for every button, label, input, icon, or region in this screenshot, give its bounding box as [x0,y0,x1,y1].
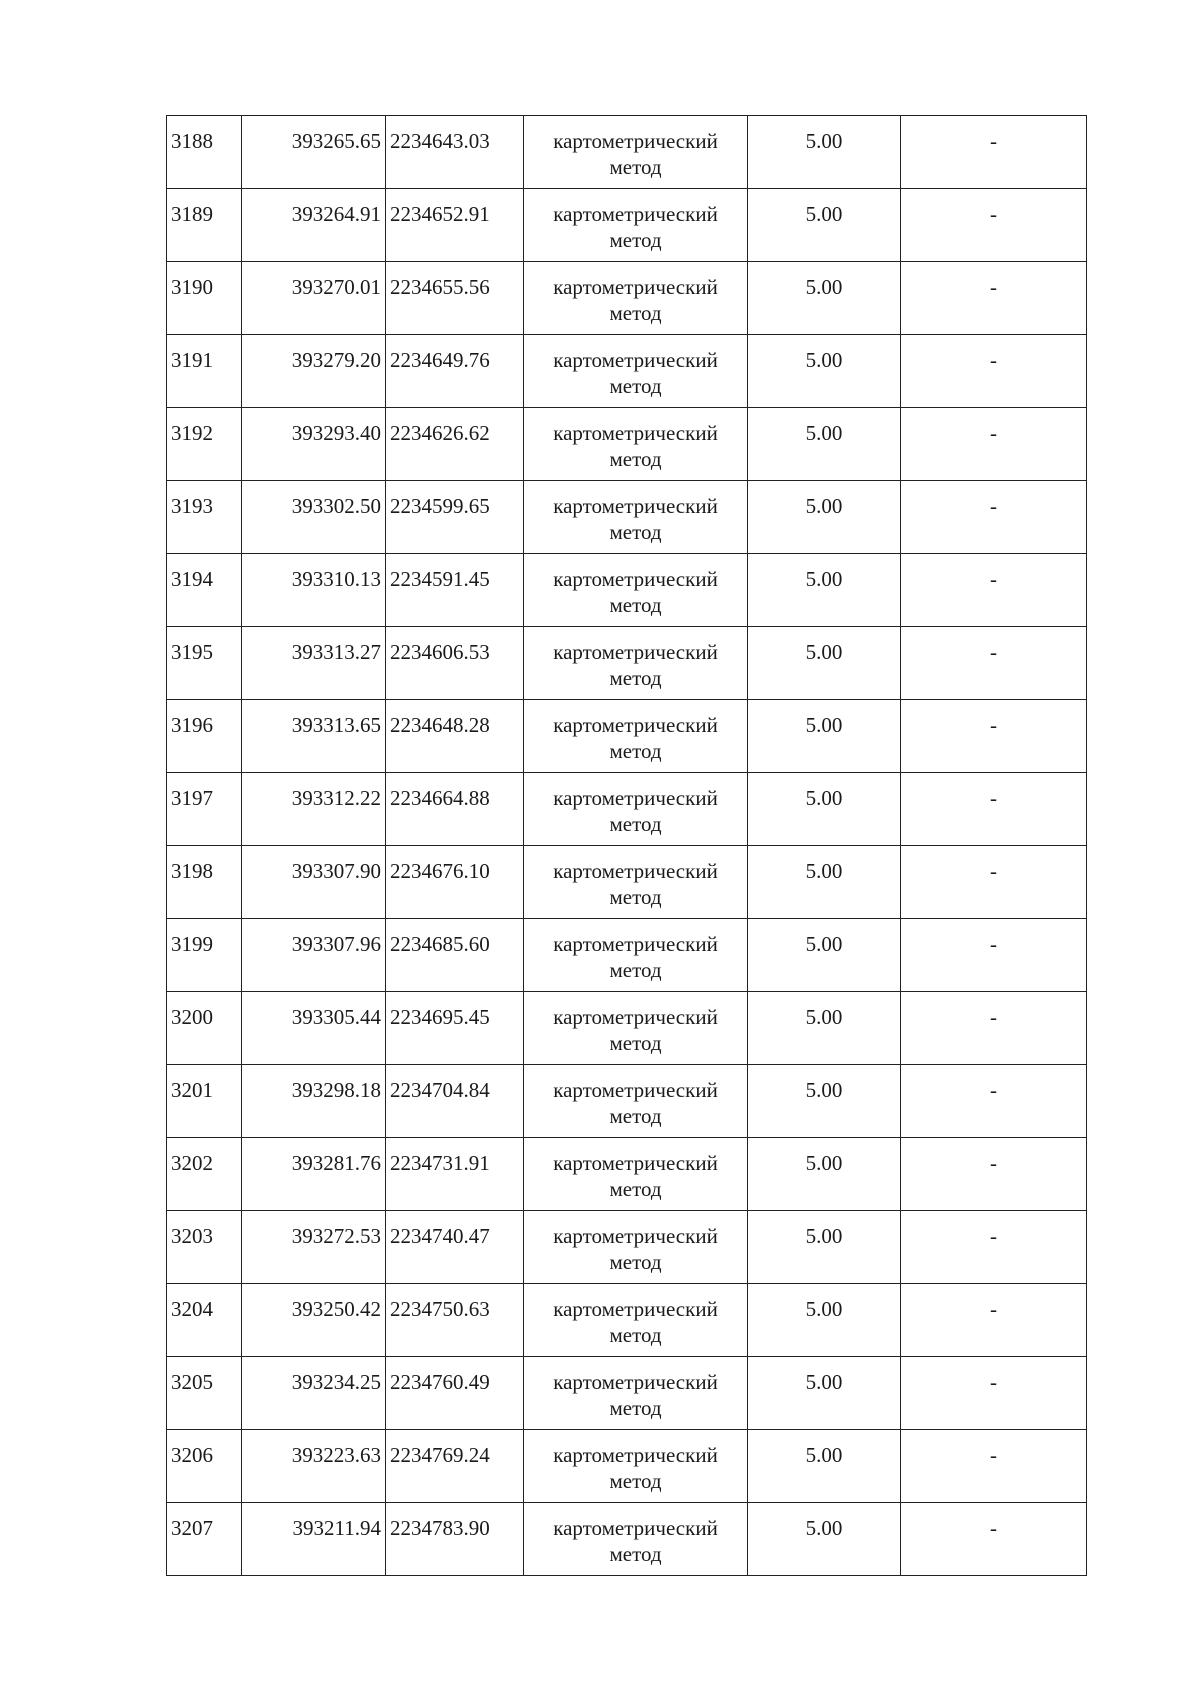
note-cell: - [901,919,1087,992]
method-text: метод [609,885,662,909]
method-cell [524,189,748,262]
note-cell: - [901,335,1087,408]
note-cell: - [901,1357,1087,1430]
method-text: картометрический [553,348,718,372]
table-row [167,773,1087,846]
table-row [167,992,1087,1065]
accuracy-cell: 5.00 [748,408,901,481]
method-text: картометрический [553,1516,718,1540]
y-coordinate-cell: 2234783.90 [386,1503,524,1576]
x-coordinate-cell: 393281.76 [242,1138,386,1211]
y-coordinate-cell: 2234685.60 [386,919,524,992]
method-text: картометрический [553,1443,718,1467]
note-cell: - [901,481,1087,554]
point-number-cell: 3200 [167,992,242,1065]
x-coordinate-cell: 393313.65 [242,700,386,773]
coordinates-table [166,115,1087,1576]
method-text: метод [609,1104,662,1128]
point-number-cell: 3195 [167,627,242,700]
note-cell: - [901,189,1087,262]
point-number-cell: 3188 [167,116,242,189]
point-number-cell: 3193 [167,481,242,554]
x-coordinate-cell: 393312.22 [242,773,386,846]
y-coordinate-cell: 2234591.45 [386,554,524,627]
point-number-cell: 3202 [167,1138,242,1211]
accuracy-cell: 5.00 [748,335,901,408]
y-coordinate-cell: 2234664.88 [386,773,524,846]
note-cell: - [901,408,1087,481]
note-cell: - [901,1503,1087,1576]
method-text: картометрический [553,1078,718,1102]
table-row [167,481,1087,554]
method-cell [524,1284,748,1357]
y-coordinate-cell: 2234599.65 [386,481,524,554]
accuracy-cell: 5.00 [748,1357,901,1430]
note-cell: - [901,1211,1087,1284]
method-text: метод [609,1250,662,1274]
method-cell [524,846,748,919]
method-text: картометрический [553,1005,718,1029]
method-text: метод [609,374,662,398]
x-coordinate-cell: 393310.13 [242,554,386,627]
y-coordinate-cell: 2234750.63 [386,1284,524,1357]
method-text: метод [609,447,662,471]
method-text: метод [609,593,662,617]
point-number-cell: 3206 [167,1430,242,1503]
y-coordinate-cell: 2234731.91 [386,1138,524,1211]
method-text: картометрический [553,567,718,591]
method-cell [524,992,748,1065]
method-text: картометрический [553,786,718,810]
method-text: метод [609,228,662,252]
method-cell [524,773,748,846]
note-cell: - [901,262,1087,335]
method-text: картометрический [553,1151,718,1175]
accuracy-cell: 5.00 [748,481,901,554]
x-coordinate-cell: 393272.53 [242,1211,386,1284]
method-text: картометрический [553,1297,718,1321]
method-text: метод [609,1177,662,1201]
y-coordinate-cell: 2234760.49 [386,1357,524,1430]
method-text: картометрический [553,1370,718,1394]
method-text: метод [609,1323,662,1347]
accuracy-cell: 5.00 [748,1138,901,1211]
y-coordinate-cell: 2234769.24 [386,1430,524,1503]
x-coordinate-cell: 393234.25 [242,1357,386,1430]
method-text: картометрический [553,494,718,518]
method-cell [524,627,748,700]
method-cell [524,408,748,481]
y-coordinate-cell: 2234652.91 [386,189,524,262]
accuracy-cell: 5.00 [748,116,901,189]
method-text: метод [609,812,662,836]
accuracy-cell: 5.00 [748,1430,901,1503]
table-row [167,262,1087,335]
point-number-cell: 3196 [167,700,242,773]
table-row [167,1211,1087,1284]
x-coordinate-cell: 393223.63 [242,1430,386,1503]
note-cell: - [901,773,1087,846]
point-number-cell: 3207 [167,1503,242,1576]
method-text: метод [609,520,662,544]
x-coordinate-cell: 393302.50 [242,481,386,554]
y-coordinate-cell: 2234676.10 [386,846,524,919]
y-coordinate-cell: 2234626.62 [386,408,524,481]
accuracy-cell: 5.00 [748,1065,901,1138]
coordinates-table-body [167,116,1087,1576]
y-coordinate-cell: 2234606.53 [386,627,524,700]
note-cell: - [901,554,1087,627]
point-number-cell: 3199 [167,919,242,992]
method-text: картометрический [553,275,718,299]
note-cell: - [901,992,1087,1065]
method-cell [524,1065,748,1138]
table-row [167,1503,1087,1576]
note-cell: - [901,116,1087,189]
method-text: картометрический [553,640,718,664]
note-cell: - [901,1065,1087,1138]
table-row [167,116,1087,189]
table-row [167,1138,1087,1211]
method-text: метод [609,739,662,763]
x-coordinate-cell: 393264.91 [242,189,386,262]
table-row [167,408,1087,481]
y-coordinate-cell: 2234643.03 [386,116,524,189]
table-row [167,1357,1087,1430]
table-row [167,700,1087,773]
method-text: метод [609,666,662,690]
x-coordinate-cell: 393211.94 [242,1503,386,1576]
x-coordinate-cell: 393307.90 [242,846,386,919]
table-row [167,1284,1087,1357]
y-coordinate-cell: 2234648.28 [386,700,524,773]
table-row [167,1430,1087,1503]
method-text: метод [609,301,662,325]
accuracy-cell: 5.00 [748,1211,901,1284]
table-row [167,554,1087,627]
method-cell [524,1211,748,1284]
method-text: картометрический [553,129,718,153]
method-cell [524,262,748,335]
point-number-cell: 3201 [167,1065,242,1138]
method-text: картометрический [553,1224,718,1248]
note-cell: - [901,700,1087,773]
method-text: метод [609,155,662,179]
table-row [167,189,1087,262]
note-cell: - [901,1138,1087,1211]
table-row [167,1065,1087,1138]
method-text: метод [609,1469,662,1493]
note-cell: - [901,627,1087,700]
x-coordinate-cell: 393279.20 [242,335,386,408]
x-coordinate-cell: 393307.96 [242,919,386,992]
accuracy-cell: 5.00 [748,846,901,919]
method-text: картометрический [553,421,718,445]
x-coordinate-cell: 393270.01 [242,262,386,335]
note-cell: - [901,1430,1087,1503]
method-cell [524,1138,748,1211]
y-coordinate-cell: 2234695.45 [386,992,524,1065]
method-cell [524,335,748,408]
accuracy-cell: 5.00 [748,773,901,846]
method-cell [524,116,748,189]
accuracy-cell: 5.00 [748,262,901,335]
method-cell [524,919,748,992]
y-coordinate-cell: 2234740.47 [386,1211,524,1284]
method-text: картометрический [553,859,718,883]
note-cell: - [901,1284,1087,1357]
method-text: картометрический [553,932,718,956]
table-row [167,627,1087,700]
y-coordinate-cell: 2234655.56 [386,262,524,335]
method-cell [524,1503,748,1576]
method-cell [524,481,748,554]
accuracy-cell: 5.00 [748,189,901,262]
method-text: картометрический [553,713,718,737]
accuracy-cell: 5.00 [748,1503,901,1576]
x-coordinate-cell: 393293.40 [242,408,386,481]
table-row [167,335,1087,408]
table-row [167,919,1087,992]
point-number-cell: 3191 [167,335,242,408]
point-number-cell: 3189 [167,189,242,262]
point-number-cell: 3190 [167,262,242,335]
accuracy-cell: 5.00 [748,919,901,992]
point-number-cell: 3203 [167,1211,242,1284]
point-number-cell: 3194 [167,554,242,627]
point-number-cell: 3198 [167,846,242,919]
method-text: метод [609,1396,662,1420]
method-cell [524,1430,748,1503]
point-number-cell: 3197 [167,773,242,846]
point-number-cell: 3204 [167,1284,242,1357]
note-cell: - [901,846,1087,919]
accuracy-cell: 5.00 [748,627,901,700]
method-text: картометрический [553,202,718,226]
accuracy-cell: 5.00 [748,700,901,773]
y-coordinate-cell: 2234649.76 [386,335,524,408]
method-text: метод [609,1542,662,1566]
method-text: метод [609,1031,662,1055]
accuracy-cell: 5.00 [748,554,901,627]
table-row [167,846,1087,919]
point-number-cell: 3192 [167,408,242,481]
x-coordinate-cell: 393313.27 [242,627,386,700]
accuracy-cell: 5.00 [748,1284,901,1357]
x-coordinate-cell: 393250.42 [242,1284,386,1357]
x-coordinate-cell: 393265.65 [242,116,386,189]
method-cell [524,700,748,773]
method-text: метод [609,958,662,982]
accuracy-cell: 5.00 [748,992,901,1065]
point-number-cell: 3205 [167,1357,242,1430]
x-coordinate-cell: 393298.18 [242,1065,386,1138]
y-coordinate-cell: 2234704.84 [386,1065,524,1138]
method-cell [524,1357,748,1430]
x-coordinate-cell: 393305.44 [242,992,386,1065]
method-cell [524,554,748,627]
